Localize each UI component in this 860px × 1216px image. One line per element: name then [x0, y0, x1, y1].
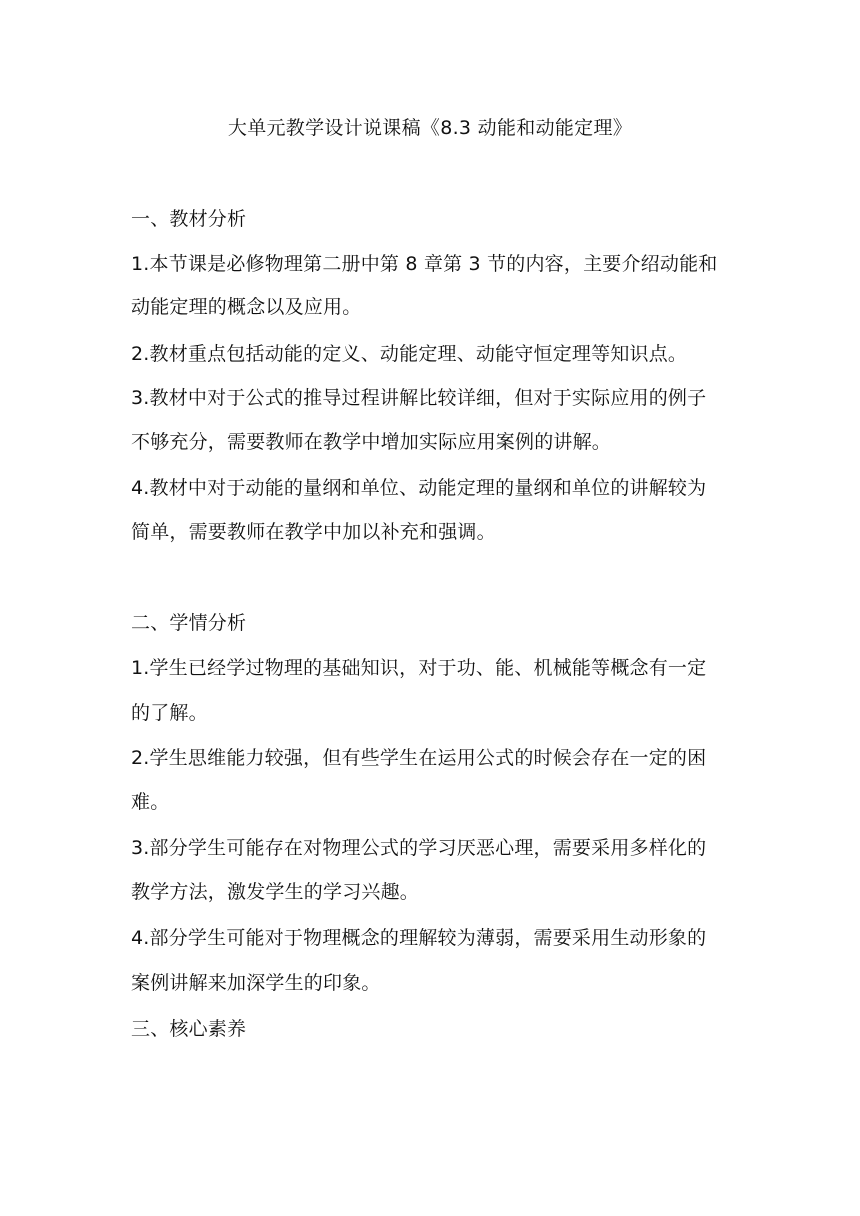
paragraph-line: 3.教材中对于公式的推导过程讲解比较详细，但对于实际应用的例子: [131, 387, 707, 409]
paragraph-line: 2.学生思维能力较强，但有些学生在运用公式的时候会存在一定的困: [131, 747, 707, 769]
paragraph-line: 4.部分学生可能对于物理概念的理解较为薄弱，需要采用生动形象的: [131, 927, 707, 949]
document-title: 大单元教学设计说课稿《8.3 动能和动能定理》: [227, 117, 633, 139]
paragraph-line: 简单，需要教师在教学中加以补充和强调。: [131, 521, 496, 543]
section-heading-student-analysis: 二、学情分析: [131, 612, 247, 634]
paragraph-line: 难。: [131, 791, 170, 813]
paragraph-line: 3.部分学生可能存在对物理公式的学习厌恶心理，需要采用多样化的: [131, 837, 707, 859]
section-heading-textbook-analysis: 一、教材分析: [131, 208, 247, 230]
section-heading-core-competencies: 三、核心素养: [131, 1018, 247, 1040]
paragraph-line: 的了解。: [131, 702, 208, 724]
paragraph-line: 2.教材重点包括动能的定义、动能定理、动能守恒定理等知识点。: [131, 343, 688, 365]
paragraph-line: 案例讲解来加深学生的印象。: [131, 972, 381, 994]
paragraph-line: 4.教材中对于动能的量纲和单位、动能定理的量纲和单位的讲解较为: [131, 477, 707, 499]
paragraph-line: 1.本节课是必修物理第二册中第 8 章第 3 节的内容，主要介绍动能和: [131, 253, 718, 275]
paragraph-line: 动能定理的概念以及应用。: [131, 296, 362, 318]
paragraph-line: 教学方法，激发学生的学习兴趣。: [131, 881, 420, 903]
paragraph-line: 不够充分，需要教师在教学中增加实际应用案例的讲解。: [131, 431, 612, 453]
paragraph-line: 1.学生已经学过物理的基础知识，对于功、能、机械能等概念有一定: [131, 657, 707, 679]
